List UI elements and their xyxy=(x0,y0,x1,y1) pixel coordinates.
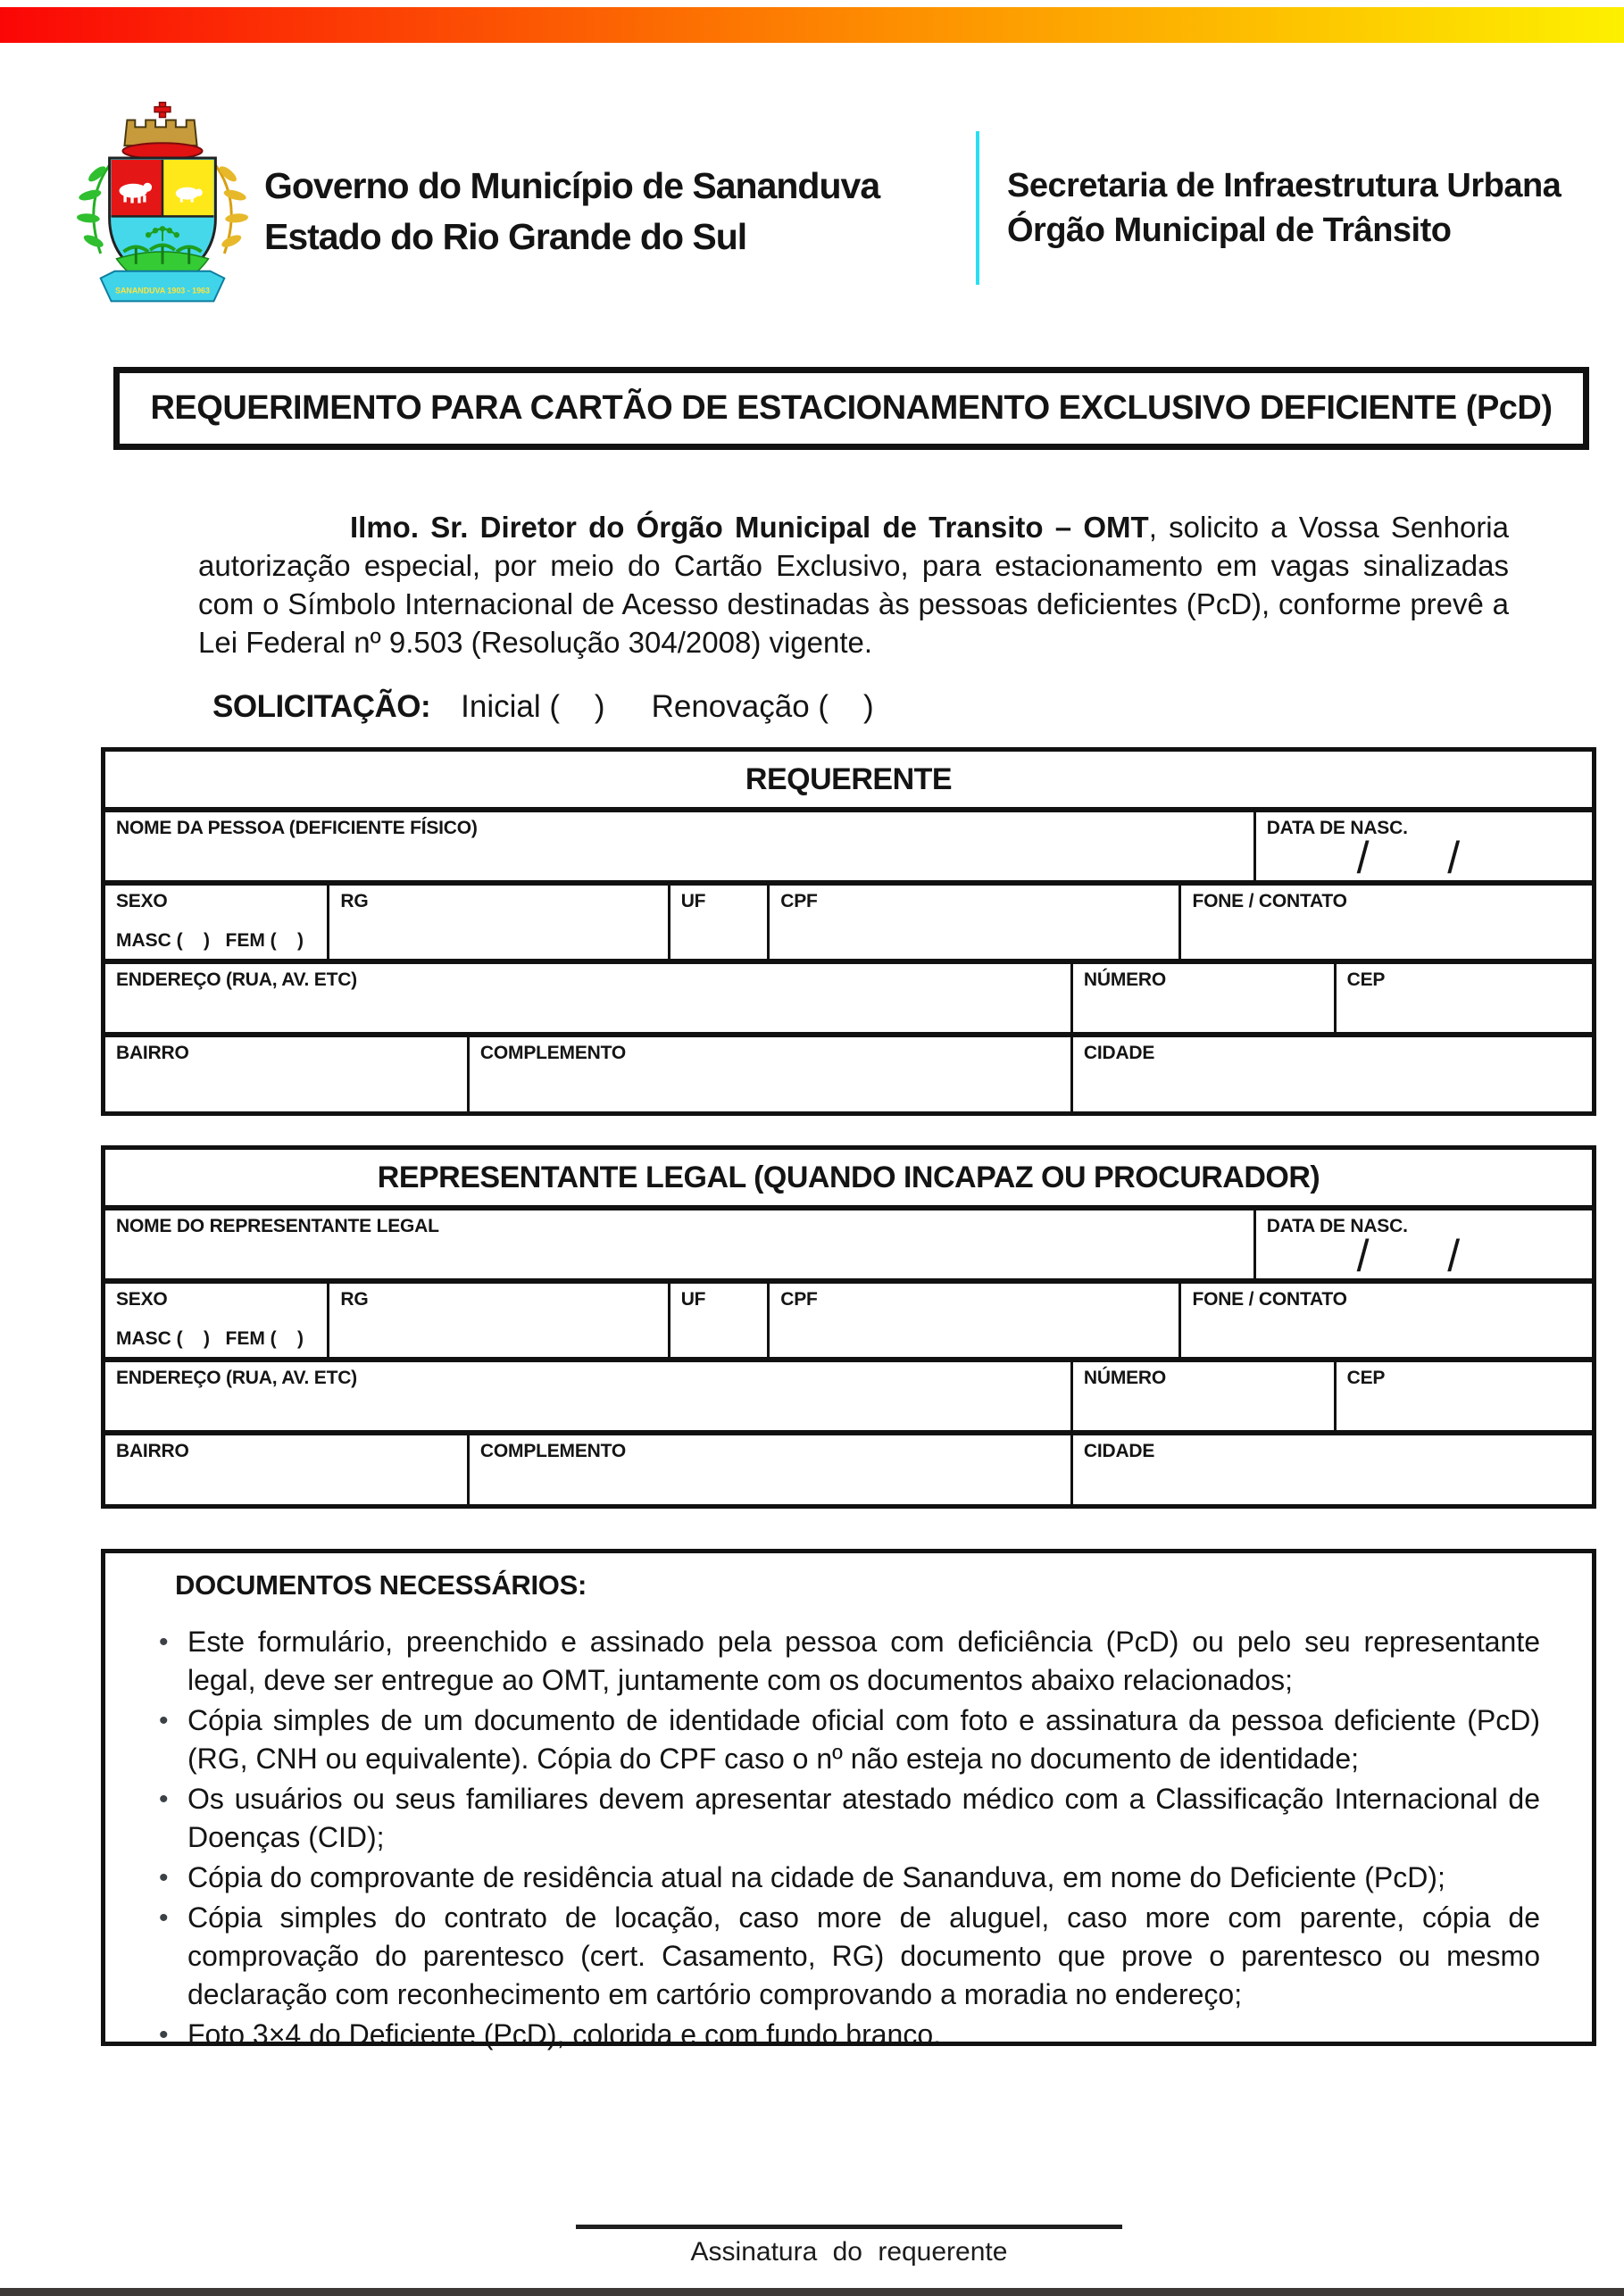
sexo-field[interactable] xyxy=(105,1284,329,1357)
cidade-label: CIDADE xyxy=(1083,1441,1155,1461)
rg-label: RG xyxy=(340,1289,369,1310)
complemento-field[interactable] xyxy=(470,1435,1073,1504)
list-item xyxy=(159,1780,1540,1857)
nome-label: NOME DO REPRESENTANTE LEGAL xyxy=(116,1216,439,1236)
row-bairro-complemento-cidade xyxy=(105,1435,1592,1504)
crown-icon xyxy=(124,120,196,146)
svg-text:SANANDUVA 1903 - 1963: SANANDUVA 1903 - 1963 xyxy=(115,286,210,295)
date-slash: / xyxy=(1447,833,1461,883)
numero-field[interactable] xyxy=(1073,1362,1337,1430)
cidade-field[interactable] xyxy=(1073,1435,1592,1504)
uf-field[interactable] xyxy=(670,886,770,959)
rg-field[interactable] xyxy=(329,886,670,959)
date-slash: / xyxy=(1447,1231,1461,1281)
data-nasc-field[interactable] xyxy=(1256,812,1592,883)
documento-item-text: Cópia simples de um documento de identidade oficial com foto e assinatura da pessoa deficiente (PcD) (RG, CNH ou equivalente). Cópia do CPF caso o nº não esteja no documento de identidade; xyxy=(187,1704,1540,1775)
government-name xyxy=(264,161,879,262)
org-line-2: Estado do Rio Grande do Sul xyxy=(264,216,747,257)
cpf-field[interactable] xyxy=(770,1284,1181,1357)
list-item xyxy=(159,1701,1540,1778)
cpf-field[interactable] xyxy=(770,886,1181,959)
cpf-label: CPF xyxy=(780,1289,818,1310)
bottom-bar xyxy=(0,2288,1624,2296)
documentos-section xyxy=(101,1549,1596,2051)
numero-label: NÚMERO xyxy=(1083,1368,1167,1388)
header-divider xyxy=(976,131,979,285)
cep-label: CEP xyxy=(1346,1368,1386,1388)
documento-item-text: Os usuários ou seus familiares devem apresentar atestado médico com a Classificação Internacional de Doenças (CID); xyxy=(187,1783,1540,1853)
documentos-list xyxy=(159,1623,1540,2054)
representante-section xyxy=(101,1145,1596,1509)
signature-line[interactable] xyxy=(576,2225,1122,2229)
data-nasc-label: DATA DE NASC. xyxy=(1266,1216,1408,1236)
data-nasc-label: DATA DE NASC. xyxy=(1266,818,1408,838)
rg-field[interactable] xyxy=(329,1284,670,1357)
sexo-field[interactable] xyxy=(105,886,329,959)
numero-label: NÚMERO xyxy=(1083,969,1167,990)
nome-label: NOME DA PESSOA (DEFICIENTE FÍSICO) xyxy=(116,818,478,838)
date-slash: / xyxy=(1356,833,1370,883)
fone-field[interactable] xyxy=(1181,886,1592,959)
list-item xyxy=(159,1859,1540,1897)
row-sexo-rg-uf-cpf-fone xyxy=(105,886,1592,964)
bullet-icon xyxy=(159,1780,187,1857)
intro-paragraph xyxy=(198,508,1509,661)
form-title-box xyxy=(113,367,1589,450)
intro-rest: , solicito a Vossa Senhoria autorização especial, por meio do Cartão Exclusivo, para estacionamento em vagas sinalizadas com o Símbolo Internacional de Acesso destinadas às pessoas deficientes (PcD), conforme prevê a Lei Federal nº 9.503 (Resolução 304/2008) vigente. xyxy=(198,511,1509,659)
cep-field[interactable] xyxy=(1337,964,1592,1032)
endereco-field[interactable] xyxy=(105,964,1073,1032)
masc-fem-options[interactable]: MASC ( ) FEM ( ) xyxy=(116,1328,304,1349)
fone-field[interactable] xyxy=(1181,1284,1592,1357)
cpf-label: CPF xyxy=(780,891,818,911)
endereco-label: ENDEREÇO (RUA, AV. ETC) xyxy=(116,1368,357,1388)
row-nome-data xyxy=(105,1210,1592,1284)
row-endereco-numero-cep xyxy=(105,1362,1592,1435)
bairro-label: BAIRRO xyxy=(116,1441,189,1461)
row-sexo-rg-uf-cpf-fone xyxy=(105,1284,1592,1362)
bairro-field[interactable] xyxy=(105,1037,470,1111)
rg-label: RG xyxy=(340,891,369,911)
date-slash: / xyxy=(1356,1231,1370,1281)
endereco-label: ENDEREÇO (RUA, AV. ETC) xyxy=(116,969,357,990)
cep-field[interactable] xyxy=(1337,1362,1592,1430)
dept-line-1: Secretaria de Infraestrutura Urbana xyxy=(1007,167,1562,204)
complemento-label: COMPLEMENTO xyxy=(479,1043,627,1063)
sexo-label: SEXO xyxy=(116,1289,168,1310)
list-item xyxy=(159,1899,1540,2014)
solicitacao-row xyxy=(212,689,874,725)
row-endereco-numero-cep xyxy=(105,964,1592,1037)
bullet-icon xyxy=(159,1701,187,1778)
bullet-icon xyxy=(159,1899,187,2014)
solicitacao-label: SOLICITAÇÃO: xyxy=(212,689,431,724)
documento-item-text: Cópia simples do contrato de locação, caso more de aluguel, caso more com parente, cópia de comprovação do parentesco (cert. Casamento, RG) documento que prove o parentesco ou mesmo declaração com reconhecimento em cartório comprovando a moradia no endereço; xyxy=(187,1901,1540,2010)
complemento-label: COMPLEMENTO xyxy=(479,1441,627,1461)
uf-label: UF xyxy=(680,891,706,911)
sexo-label: SEXO xyxy=(116,891,168,911)
documento-item-text: Cópia do comprovante de residência atual na cidade de Sananduva, em nome do Deficiente (PcD); xyxy=(187,1861,1445,1893)
dept-line-2: Órgão Municipal de Trânsito xyxy=(1007,212,1452,249)
cep-label: CEP xyxy=(1346,969,1386,990)
fone-label: FONE / CONTATO xyxy=(1192,891,1347,911)
option-renovacao[interactable]: Renovação ( ) xyxy=(651,689,874,724)
complemento-field[interactable] xyxy=(470,1037,1073,1111)
signature-label: Assinatura do requerente xyxy=(690,2237,1008,2267)
araucaria-trees xyxy=(123,245,201,264)
bullet-icon xyxy=(159,1623,187,1700)
bairro-label: BAIRRO xyxy=(116,1043,189,1063)
row-bairro-complemento-cidade xyxy=(105,1037,1592,1111)
org-line-1: Governo do Município de Sananduva xyxy=(264,165,880,206)
department-name xyxy=(1007,163,1561,253)
top-gradient-bar xyxy=(0,7,1624,43)
option-inicial[interactable]: Inicial ( ) xyxy=(461,689,605,724)
data-nasc-field[interactable] xyxy=(1256,1210,1592,1281)
documento-item-text: Foto 3×4 do Deficiente (PcD), colorida e com fundo branco. xyxy=(187,2018,941,2051)
requerente-section xyxy=(101,747,1596,1116)
representante-title: REPRESENTANTE LEGAL (QUANDO INCAPAZ OU PROCURADOR) xyxy=(105,1150,1592,1210)
masc-fem-options[interactable]: MASC ( ) FEM ( ) xyxy=(116,930,304,951)
form-title: REQUERIMENTO PARA CARTÃO DE ESTACIONAMENTO EXCLUSIVO DEFICIENTE (PcD) xyxy=(150,389,1553,427)
left-laurel-branch xyxy=(77,163,110,254)
bairro-field[interactable] xyxy=(105,1435,470,1504)
fone-label: FONE / CONTATO xyxy=(1192,1289,1347,1310)
list-item xyxy=(159,1623,1540,1700)
nome-field[interactable] xyxy=(105,1210,1256,1278)
nome-field[interactable] xyxy=(105,812,1256,880)
uf-label: UF xyxy=(680,1289,706,1310)
documento-item-text: Este formulário, preenchido e assinado pela pessoa com deficiência (PcD) ou pelo seu representante legal, deve ser entregue ao OMT, juntamente com os documentos abaixo relacionados; xyxy=(187,1626,1540,1696)
cidade-field[interactable] xyxy=(1073,1037,1592,1111)
bullet-icon xyxy=(159,2016,187,2054)
numero-field[interactable] xyxy=(1073,964,1337,1032)
list-item xyxy=(159,2016,1540,2054)
intro-bold-lead: Ilmo. Sr. Diretor do Órgão Municipal de Transito – OMT xyxy=(350,511,1149,544)
bullet-icon xyxy=(159,1859,187,1897)
documentos-heading: DOCUMENTOS NECESSÁRIOS: xyxy=(175,1569,587,1601)
municipal-coat-of-arms xyxy=(74,100,251,311)
cidade-label: CIDADE xyxy=(1083,1043,1155,1063)
endereco-field[interactable] xyxy=(105,1362,1073,1430)
row-nome-data xyxy=(105,812,1592,886)
requerente-title: REQUERENTE xyxy=(105,752,1592,812)
uf-field[interactable] xyxy=(670,1284,770,1357)
right-wheat-branch xyxy=(215,163,248,254)
